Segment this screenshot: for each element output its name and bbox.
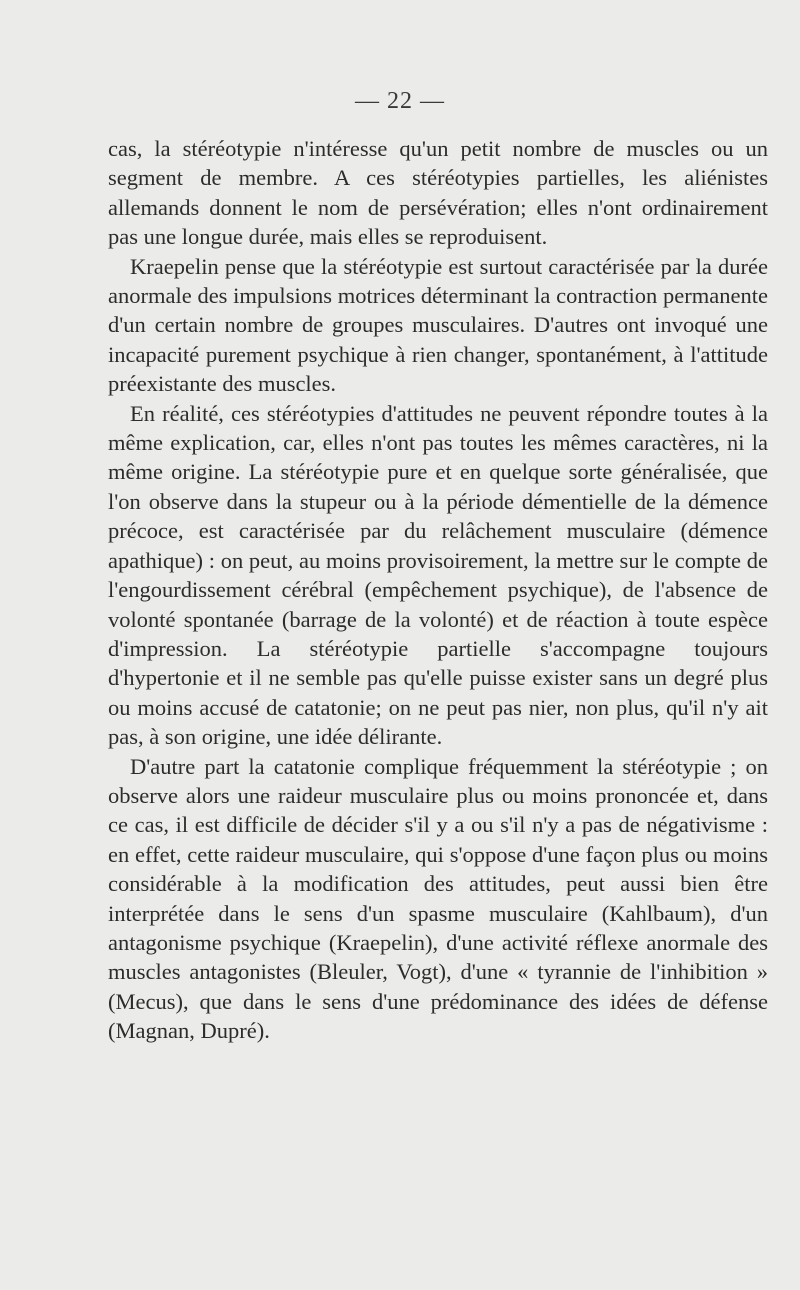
paragraph-4: D'autre part la catatonie complique fréquemment la stéréotypie ; on observe alors une raideur musculaire plus ou moins prononcée et, dans ce cas, il est difficile de décider s'il y a ou s'il n'y a pas de négativisme : en effet, cette raideur musculaire, qui s'oppose d'une façon plus ou moins considérable à la modification des attitudes, peut aussi bien être interprétée dans le sens d'un spasme musculaire (Kahlbaum), d'un antagonisme psychique (Kraepelin), d'une activité réflexe anormale des muscles antagonistes (Bleuler, Vogt), d'une « tyrannie de l'inhibition » (Mecus), que dans le sens d'une prédominance des idées de défense (Magnan, Dupré). — [108, 753, 768, 1044]
paragraph-2: Kraepelin pense que la stéréotypie est surtout caractérisée par la durée anormale des impulsions motrices déterminant la contraction permanente d'un certain nombre de groupes musculaires. D'autres ont invoqué une incapacité purement psychique à rien changer, spontanément, à l'attitude préexistante des muscles. — [108, 253, 768, 397]
body-text — [108, 134, 768, 1046]
paragraph-1: cas, la stéréotypie n'intéresse qu'un petit nombre de muscles ou un segment de membre. A ces stéréotypies partielles, les aliénistes allemands donnent le nom de persévération; elles n'ont ordinairement pas une longue durée, mais elles se reproduisent. — [108, 136, 768, 250]
page-number: — 22 — — [355, 88, 445, 114]
paragraph-3: En réalité, ces stéréotypies d'attitudes ne peuvent répondre toutes à la même explication, car, elles n'ont pas toutes les mêmes caractères, ni la même origine. La stéréotypie pure et en quelque sorte généralisée, que l'on observe dans la stupeur ou à la période démentielle de la démence précoce, est caractérisée par du relâchement musculaire (démence apathique) : on peut, au moins provisoirement, la mettre sur le compte de l'engourdissement cérébral (empêchement psychique), de l'absence de volonté spontanée (barrage de la volonté) et de réaction à toute espèce d'impression. La stéréotypie partielle s'accompagne toujours d'hypertonie et il ne semble pas qu'elle puisse exister sans un degré plus ou moins accusé de catatonie; on ne peut pas nier, non plus, qu'il n'y ait pas, à son origine, une idée délirante. — [108, 400, 768, 750]
